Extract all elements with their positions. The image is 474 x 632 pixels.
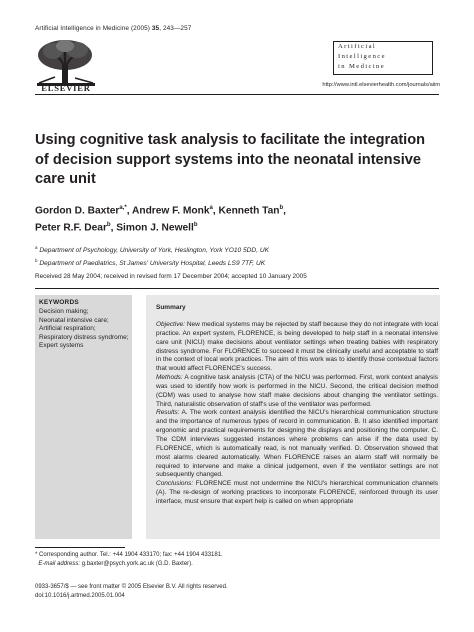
journal-logo-line: Intelligence xyxy=(338,53,386,60)
corresponding-author-note: * Corresponding author. Tel.: +44 1904 433170; fax: +44 1904 433181. xyxy=(35,552,223,558)
summary-paragraph: Conclusions: FLORENCE must not undermine the NICU's hierarchical communication channels (A). The re-design of working practices to incorporate FLORENCE, reinforced through its user interface, must ensure that expert help is called on when appropriate xyxy=(156,480,438,505)
keywords-list xyxy=(39,308,131,351)
elsevier-tree-logo xyxy=(35,37,97,87)
journal-logo xyxy=(333,41,433,75)
author-line-1: Gordon D. Baxter$^{a,*}$, Andrew F. Monk$^a$, Kenneth Tan$^b$, xyxy=(35,205,286,217)
author-affiliation-mark: b xyxy=(193,222,198,229)
footnote-divider xyxy=(35,547,125,548)
publisher-name: ELSEVIER xyxy=(41,83,91,93)
summary-label: Results: xyxy=(156,409,180,417)
keyword-item: Artificial respiration; xyxy=(39,325,96,332)
author-list xyxy=(35,201,435,236)
affiliations xyxy=(35,243,440,269)
section-divider xyxy=(35,288,439,289)
issn-line: 0933-3657/$ — see front matter © 2005 Elsevier B.V. All rights reserved. xyxy=(35,584,228,590)
author-affiliation-mark: b xyxy=(279,205,284,211)
publication-info xyxy=(35,583,435,601)
keyword-item: Respiratory distress syndrome; xyxy=(39,333,129,341)
author-name[interactable]: Simon J. Newell xyxy=(116,222,194,234)
journal-logo-line: Artificial xyxy=(338,43,377,50)
keyword-item: Decision making; xyxy=(39,308,89,315)
journal-url[interactable]: http://www.intl.elsevierhealth.com/journals/aiim xyxy=(322,82,440,88)
keyword-item: Neonatal intensive care; xyxy=(39,316,109,324)
author-name[interactable]: Kenneth Tan xyxy=(218,205,280,217)
header-divider xyxy=(35,94,439,95)
author-affiliation-mark: a xyxy=(209,205,213,211)
author-name[interactable]: Gordon D. Baxter xyxy=(35,205,120,217)
author-affiliation-mark: b xyxy=(106,222,111,229)
doi-line[interactable]: doi:10.1016/j.artmed.2005.01.004 xyxy=(35,593,125,599)
summary-label: Objective: xyxy=(156,321,185,328)
summary-label: Conclusions: xyxy=(156,480,194,488)
author-name[interactable]: Andrew F. Monk xyxy=(131,205,210,217)
author-affiliation-mark: a,* xyxy=(119,205,127,211)
affiliation: $^b$ Department of Paediatrics, St James' University Hospital, Leeds LS9 7TF, UK xyxy=(35,258,266,268)
journal-volume: 35 xyxy=(151,25,160,32)
journal-citation xyxy=(35,25,191,32)
summary-body xyxy=(156,321,438,507)
received-dates: Received 28 May 2004; received in revised form 17 December 2004; accepted 10 January 2005 xyxy=(35,273,307,280)
summary-heading: Summary xyxy=(156,304,186,311)
summary-paragraph: Objective: New medical systems may be rejected by staff because they do not integrate with local practice. An expert system, FLORENCE, is being developed to help staff in a neonatal intensive care unit (NICU) make decisions about ventilator settings when treating babies with respiratory distress syndrome. For FLORENCE to succeed it must be clinically useful and acceptable to staff in the context of local work practices. The aim of this work was to identify those contextual factors that would affect FLORENCE's success. xyxy=(156,321,438,373)
author-line-2: Peter R.F. Dear$^b$, Simon J. Newell$^b$ xyxy=(35,222,198,234)
summary-box xyxy=(146,295,440,539)
journal-logo-line: in Medicine xyxy=(338,63,386,70)
email-note: E-mail address: g.baxter@psych.york.ac.uk (G.D. Baxter). xyxy=(38,561,193,567)
journal-name: Artificial Intelligence in Medicine (2005) xyxy=(35,25,152,32)
summary-label: Methods: xyxy=(156,374,183,382)
email-address[interactable]: g.baxter@psych.york.ac.uk (G.D. Baxter). xyxy=(80,561,193,567)
summary-paragraph: Methods: A cognitive task analysis (CTA) of the NICU was performed. First, work context analysis was used to identify how work is performed in the NICU. Second, the critical decision method (CDM) was used to analyse how staff make decisions about changing the ventilator settings. Third, naturalistic observation of staff's use of the ventilator was performed. xyxy=(156,374,438,408)
journal-pages: , 243—257 xyxy=(159,25,192,32)
footnotes xyxy=(35,551,435,569)
affiliation: $^a$ Department of Psychology, University of York, Heslington, York YO10 5DD, UK xyxy=(35,245,270,255)
article-title: Using cognitive task analysis to facilitate the integration of decision support systems into the neonatal intensive care unit xyxy=(35,132,426,188)
keyword-item: Expert systems xyxy=(39,342,84,349)
author-name[interactable]: Peter R.F. Dear xyxy=(35,222,107,234)
keywords-heading: KEYWORDS xyxy=(39,299,79,306)
keywords-box xyxy=(35,295,132,539)
summary-paragraph: Results: A. The work context analysis identified the NICU's hierarchical communication structure and the importance of numerous types of record in communication. B. It also identified important ergonomic and practical requirements for designing the displays and positioning the computer. C. The CDM interviews suggested instances where problems can arise if the data used by FLORENCE, which is automatically read, is not manually verified. D. Observation showed that most alarms cleared automatically. When FLORENCE raises an alarm staff will normally be required to intervene and make a clinical judgement, even if the ventilator settings are not subsequently changed. xyxy=(156,409,438,479)
